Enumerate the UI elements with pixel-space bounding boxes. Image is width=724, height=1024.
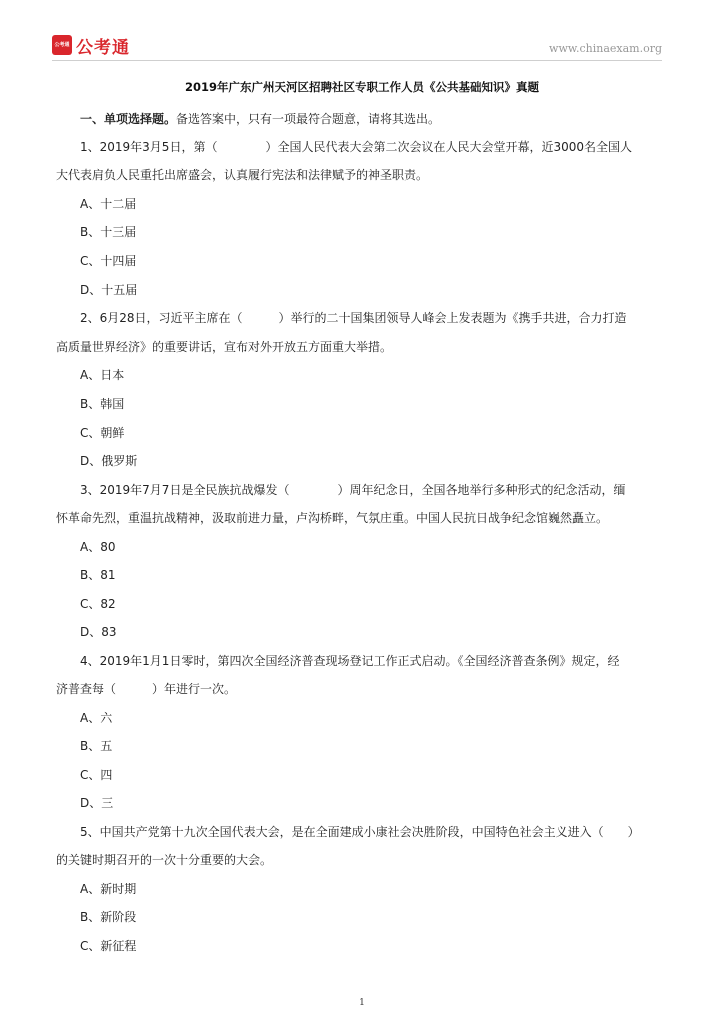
question-2-option-a: A、日本 <box>80 368 125 382</box>
logo-text: 公考通 <box>76 38 130 58</box>
question-5-option-b: B、新阶段 <box>80 910 137 924</box>
question-2-option-c: C、朝鲜 <box>80 426 125 440</box>
question-3-line-2: 怀革命先烈，重温抗战精神，汲取前进力量，卢沟桥畔，气氛庄重。中国人民抗日战争纪念馆巍然矗立。 <box>56 511 609 525</box>
question-3-option-a: A、80 <box>80 540 116 554</box>
section-heading <box>80 110 440 127</box>
page-header <box>52 30 662 61</box>
page-number: 1 <box>359 998 365 1008</box>
question-3-option-b: B、81 <box>80 568 116 582</box>
question-1-line-2: 大代表肩负人民重托出席盛会，认真履行宪法和法律赋予的神圣职责。 <box>56 168 429 182</box>
question-4-option-c: C、四 <box>80 768 113 782</box>
question-1-option-d: D、十五届 <box>80 283 138 297</box>
question-4-option-a: A、六 <box>80 711 113 725</box>
question-4-line-1: 4、2019年1月1日零时，第四次全国经济普查现场登记工作正式启动。《全国经济普查条例》规定，经 <box>80 654 620 668</box>
document-title: 2019年广东广州天河区招聘社区专职工作人员《公共基础知识》真题 <box>184 80 539 94</box>
question-1-option-c: C、十四届 <box>80 254 137 268</box>
question-3-option-c: C、82 <box>80 597 116 611</box>
question-3-option-d: D、83 <box>80 625 117 639</box>
site-url: www.chinaexam.org <box>549 42 662 55</box>
question-2-option-d: D、俄罗斯 <box>80 454 138 468</box>
question-2-line-2: 高质量世界经济》的重要讲话，宣布对外开放五方面重大举措。 <box>56 340 393 354</box>
question-5-line-1: 5、中国共产党第十九次全国代表大会，是在全面建成小康社会决胜阶段，中国特色社会主义进入（ ） <box>80 825 640 839</box>
question-2-line-1: 2、6月28日，习近平主席在（ ）举行的二十国集团领导人峰会上发表题为《携手共进，合力打造 <box>80 311 627 325</box>
section-instruction: 备选答案中，只有一项最符合题意，请将其选出。 <box>176 112 441 126</box>
question-4-option-b: B、五 <box>80 739 113 753</box>
question-5-option-a: A、新时期 <box>80 882 137 896</box>
question-1-option-a: A、十二届 <box>80 197 137 211</box>
question-1-line-1: 1、2019年3月5日，第（ ）全国人民代表大会第二次会议在人民大会堂开幕，近3000名全国人 <box>80 140 632 154</box>
question-3-line-1: 3、2019年7月7日是全民族抗战爆发（ ）周年纪念日，全国各地举行多种形式的纪念活动，缅 <box>80 483 626 497</box>
question-4-option-d: D、三 <box>80 796 114 810</box>
question-5-line-2: 的关键时期召开的一次十分重要的大会。 <box>56 853 273 867</box>
question-4-line-2: 济普查每（ ）年进行一次。 <box>56 682 237 696</box>
question-2-option-b: B、韩国 <box>80 397 125 411</box>
section-heading-label: 一、单项选择题。 <box>80 112 177 126</box>
question-5-option-c: C、新征程 <box>80 939 137 953</box>
question-1-option-b: B、十三届 <box>80 225 137 239</box>
logo-icon: 公考通 <box>52 35 72 55</box>
